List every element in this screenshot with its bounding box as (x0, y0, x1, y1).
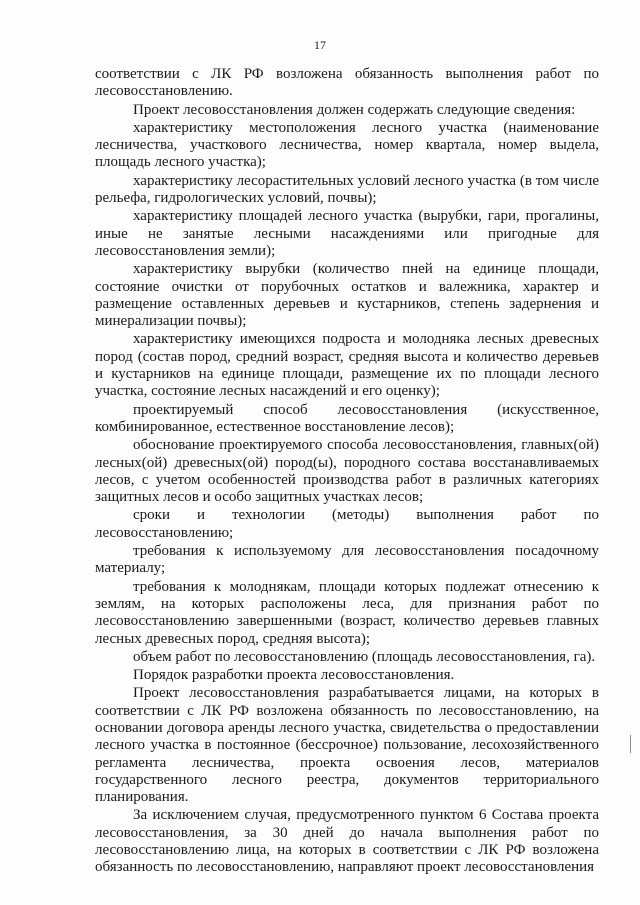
paragraph: соответствии с ЛК РФ возложена обязанность выполнения работ по лесовосстановлению. (95, 66, 599, 100)
page-number: 17 (314, 38, 326, 52)
paragraph: характеристику лесорастительных условий лесного участка (в том числе рельефа, гидрологических условий, почвы); (95, 172, 599, 207)
paragraph: сроки и технологии (методы) выполнения работ по лесовосстановлению; (95, 507, 599, 541)
paragraph: характеристику имеющихся подроста и молодняка лесных древесных пород (состав пород, средний возраст, средняя высота и количество деревьев и кустарников на единице площади, размещение их по площади лесного участка, состояние лесных насаждений и его оценку); (95, 331, 599, 400)
paragraph: Проект лесовосстановления должен содержать следующие сведения: (133, 101, 576, 118)
paragraph: требования к молоднякам, площади которых подлежат отнесению к землям, на которых расположены леса, для признания работ по лесовосстановлению завершенными (возраст, количество деревьев главных лесных древесных пород, средняя высота); (95, 578, 599, 647)
paragraph: объем работ по лесовосстановлению (площадь лесовосстановления, га). (133, 648, 596, 665)
paragraph: Проект лесовосстановления разрабатывается лицами, на которых в соответствии с ЛК РФ возложена обязанность по лесовосстановлению, на основании договора аренды лесного участка, свидетельства о предоставлении лесного участка в постоянное (бессрочное) пользование, лесохозяйственного регламента лесничества, проекта освоения лесов, материалов государственного лесного реестра, документов территориального планирования. (95, 685, 599, 806)
paragraph: характеристику вырубки (количество пней на единице площади, состояние очистки от порубочных остатков и валежника, характер и размещение оставленных деревьев и кустарников, степень задернения и минерализации почвы); (95, 261, 599, 330)
paragraph: требования к используемому для лесовосстановления посадочному материалу; (95, 543, 599, 577)
paragraph: обоснование проектируемого способа лесовосстановления, главных(ой) лесных(ой) древесных(ой) пород(ы), породного состава восстанавливаемых лесов, с учетом особенностей производства работ в различных категориях защитных лесов и особо защитных участках лесов; (95, 437, 599, 506)
paragraph: проектируемый способ лесовосстановления (искусственное, комбинированное, естественное восстановление лесов); (95, 401, 599, 435)
paragraph: За исключением случая, предусмотренного пунктом 6 Состава проекта лесовосстановления, за 30 дней до начала выполнения работ по лесовосстановлению лица, на которых в соответствии с ЛК РФ возложена обязанность по лесовосстановлению, направляют проект лесовосстановления (95, 807, 599, 876)
scan-edge-mark (630, 735, 631, 753)
paragraph: Порядок разработки проекта лесовосстановления. (133, 667, 455, 684)
paragraph: характеристику местоположения лесного участка (наименование лесничества, участкового лесничества, номер квартала, номер выдела, площадь лесного участка); (95, 119, 599, 171)
paragraph: характеристику площадей лесного участка (вырубки, гари, прогалины, иные не занятые лесными насаждениями или пригодные для лесовосстановления земли); (95, 208, 599, 259)
document-body (95, 66, 599, 877)
